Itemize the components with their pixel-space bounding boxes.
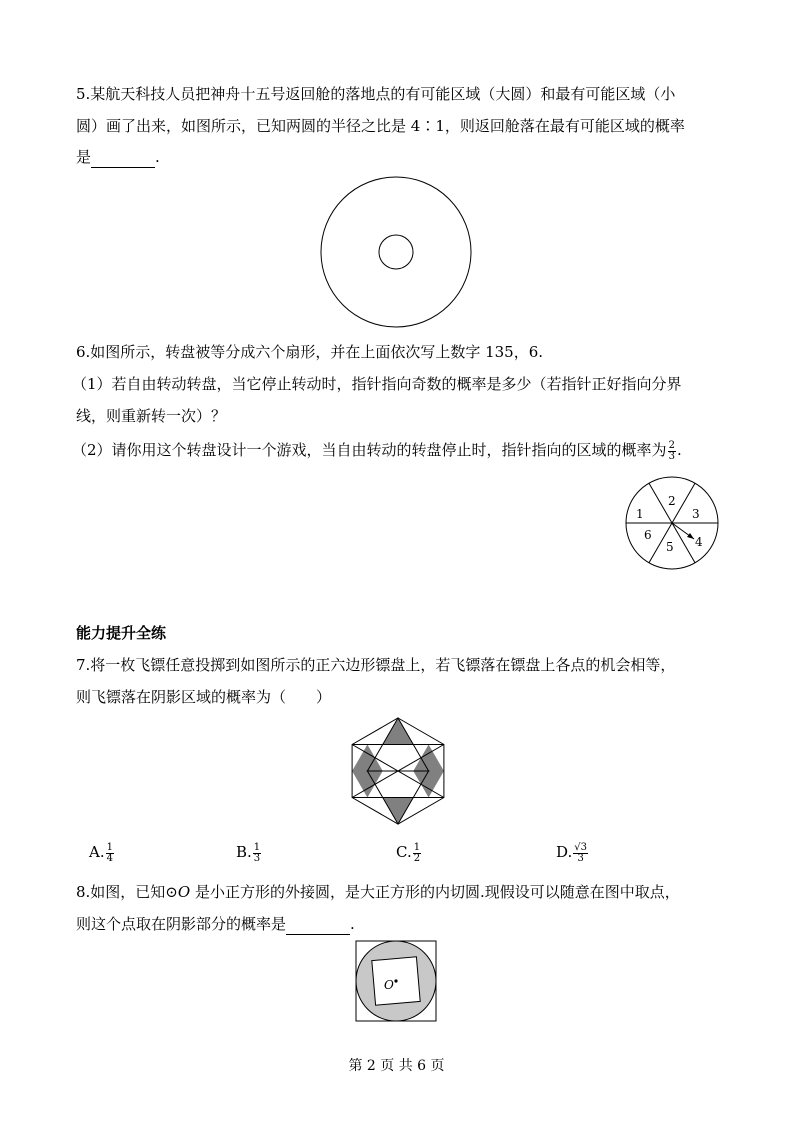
q5-line-3 <box>76 147 160 168</box>
section-heading: 能力提升全练 <box>76 624 167 642</box>
q7-hexagon-star-figure <box>347 714 449 828</box>
q8-line-2 <box>76 914 355 935</box>
q7-option-c[interactable] <box>396 842 422 864</box>
q5-concentric-circles-figure <box>318 176 478 332</box>
q6-part2-end: . <box>676 441 682 459</box>
spinner-label-1: 1 <box>636 507 644 521</box>
page-footer: 第 2 页 共 6 页 <box>348 1058 445 1074</box>
option-b-letter: B. <box>236 843 252 861</box>
q8-circle-var: O <box>177 883 191 901</box>
q8-line-1-pre: 8.如图，已知⊙ <box>76 883 178 901</box>
spinner-label-5: 5 <box>666 540 674 554</box>
spinner-pointer-arrowhead <box>687 533 694 539</box>
option-a-letter: A. <box>89 843 105 861</box>
q6-frac-num: 2 <box>668 439 675 451</box>
q8-answer-blank <box>286 914 350 935</box>
q7-option-b[interactable] <box>236 842 262 864</box>
option-c-num: 1 <box>413 841 421 853</box>
star-tip-bottom-right <box>413 771 444 798</box>
option-b-den: 3 <box>253 852 261 864</box>
q8-line-1 <box>76 882 680 902</box>
q8-line-1-post: 是小正方形的外接圆，是大正方形的内切圆.现假设可以随意在图中取点， <box>190 883 680 901</box>
star-tip-bottom <box>383 798 414 825</box>
star-tip-top-right <box>413 745 444 772</box>
q6-part2-text: （2）请你用这个转盘设计一个游戏，当自由转动的转盘停止时，指针指向的区域的概率为 <box>72 441 667 459</box>
option-a-num: 1 <box>106 841 113 853</box>
option-c-letter: C. <box>396 843 412 861</box>
option-b-num: 1 <box>253 841 261 853</box>
q5-line-2: 圆）画了出来，如图所示，已知两圆的半径之比是 4∶1，则返回舱落在最有可能区域的概率 <box>76 117 685 135</box>
q5-large-circle <box>321 177 471 327</box>
star-tip-bottom-left <box>352 771 383 798</box>
q5-line-3-start: 是 <box>76 148 92 166</box>
q8-squares-circle-figure <box>355 940 437 1022</box>
option-d-num: √3 <box>574 841 587 853</box>
q5-line-3-end: . <box>155 148 160 166</box>
q6-spinner-figure <box>624 475 722 573</box>
center-label: O <box>384 978 394 992</box>
spinner-label-6: 6 <box>644 528 652 542</box>
option-d-den: 3 <box>577 852 584 864</box>
center-point <box>394 979 397 982</box>
q6-part1-line-2: 线，则重新转一次）？ <box>76 407 227 425</box>
q6-line-1: 6.如图所示，转盘被等分成六个扇形，并在上面依次写上数字 135，6. <box>76 343 544 361</box>
q5-line-1: 5.某航天科技人员把神舟十五号返回舱的落地点的有可能区域（大圆）和最有可能区域（小 <box>76 85 676 103</box>
star-tip-top <box>383 718 414 745</box>
q8-line-2-start: 则这个点取在阴影部分的概率是 <box>76 915 287 933</box>
star-tip-top-left <box>352 745 383 772</box>
option-a-den: 4 <box>106 852 113 864</box>
option-d-fraction <box>573 843 588 864</box>
option-d-letter: D. <box>556 843 573 861</box>
option-c-den: 2 <box>413 852 421 864</box>
q5-small-circle <box>379 235 413 269</box>
q6-part1-line-1: （1）若自由转动转盘，当它停止转动时，指针指向奇数的概率是多少（若指针正好指向分界 <box>72 375 682 393</box>
q7-line-2: 则飞镖落在阴影区域的概率为（ ） <box>76 688 332 706</box>
spinner-label-2: 2 <box>668 494 676 508</box>
q7-option-a[interactable] <box>89 842 115 864</box>
spinner-label-4: 4 <box>695 535 703 549</box>
q7-line-1: 7.将一枚飞镖任意投掷到如图所示的正六边形镖盘上，若飞镖落在镖盘上各点的机会相等， <box>76 656 676 674</box>
q8-line-2-end: . <box>350 915 355 933</box>
q6-frac-den: 3 <box>668 450 675 462</box>
q6-part2-line <box>72 440 682 462</box>
option-b-fraction <box>253 843 261 864</box>
option-c-fraction <box>413 843 421 864</box>
q5-answer-blank <box>91 147 155 168</box>
q6-part2-fraction <box>668 441 676 462</box>
q7-option-d[interactable] <box>556 842 589 864</box>
option-a-fraction <box>106 843 114 864</box>
spinner-label-3: 3 <box>692 507 700 521</box>
